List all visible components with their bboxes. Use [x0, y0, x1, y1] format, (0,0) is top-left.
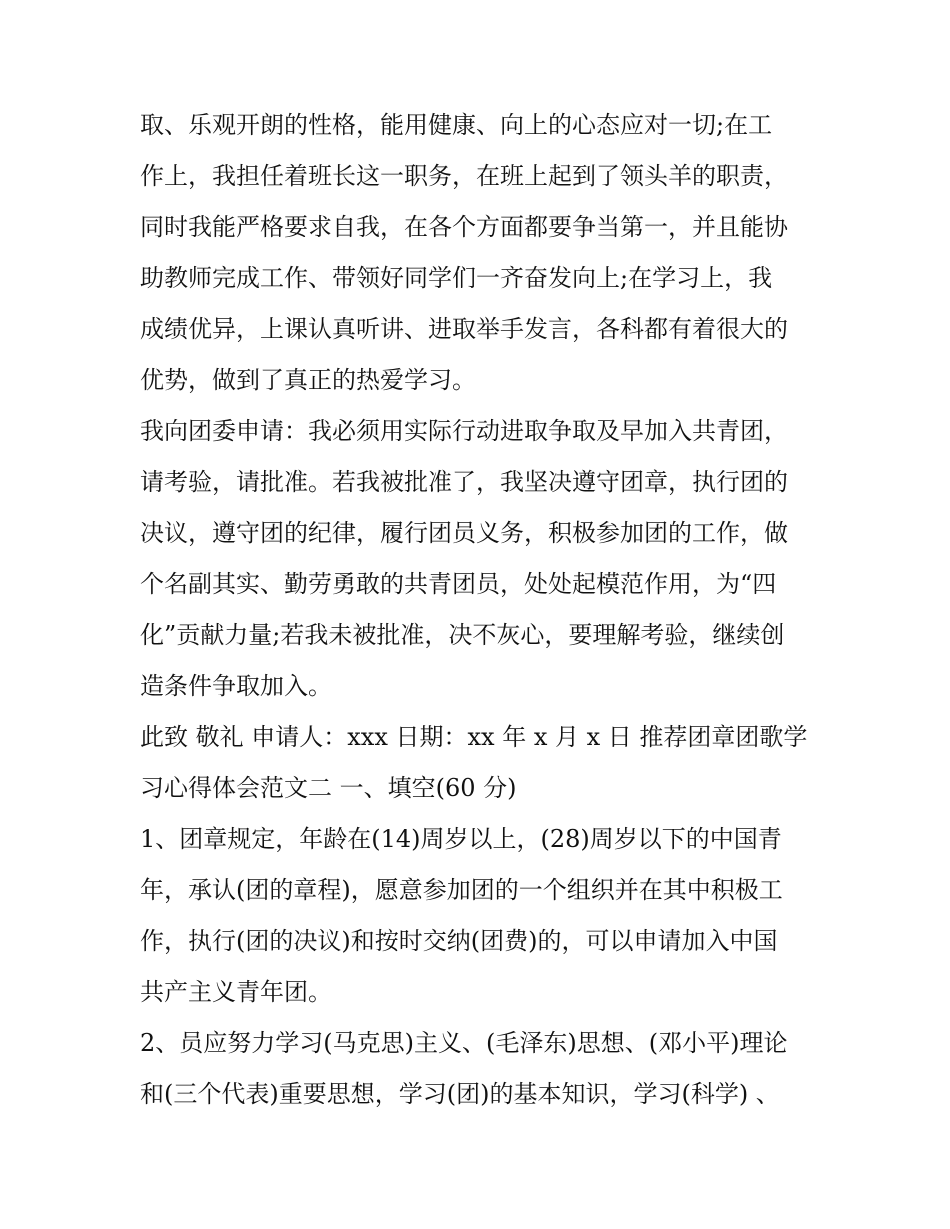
- text-line: 优势，做到了真正的热爱学习。: [140, 366, 476, 394]
- text-line: 此致 敬礼 申请人：xxx 日期：xx 年 x 月 x 日 推荐团章团歌学: [140, 723, 808, 751]
- text-line: 取、乐观开朗的性格，能用健康、向上的心态应对一切;在工: [140, 111, 773, 139]
- text-line: 助教师完成工作、带领好同学们一齐奋发向上;在学习上，我: [140, 264, 773, 292]
- text-line: 年，承认(团的章程)，愿意参加团的一个组织并在其中积极工: [140, 876, 783, 904]
- text-line: 1、团章规定，年龄在(14)周岁以上，(28)周岁以下的中国青: [140, 825, 782, 853]
- paragraph-application: [140, 406, 820, 712]
- paragraph-question-1: [140, 814, 820, 1018]
- text-line: 我向团委申请：我必须用实际行动进取争取及早加入共青团，: [140, 417, 788, 445]
- text-line: 2、员应努力学习(马克思)主义、(毛泽东)思想、(邓小平)理论: [140, 1029, 788, 1057]
- text-line: 习心得体会范文二 一、填空(60 分): [140, 774, 517, 802]
- text-line: 化”贡献力量;若我未被批准，决不灰心，要理解考验，继续创: [140, 621, 785, 649]
- paragraph-question-2: [140, 1018, 820, 1120]
- text-line: 共产主义青年团。: [140, 978, 332, 1006]
- text-line: 作，执行(团的决议)和按时交纳(团费)的，可以申请加入中国: [140, 927, 778, 955]
- text-line: 造条件争取加入。: [140, 672, 332, 700]
- paragraph-closing: [140, 712, 820, 814]
- text-line: 决议，遵守团的纪律，履行团员义务，积极参加团的工作，做: [140, 519, 788, 547]
- text-line: 个名副其实、勤劳勇敢的共青团员，处处起模范作用，为“四: [140, 570, 777, 598]
- document-body: [140, 100, 820, 1120]
- text-line: 成绩优异，上课认真听讲、进取举手发言，各科都有着很大的: [140, 315, 788, 343]
- text-line: 作上，我担任着班长这一职务，在班上起到了领头羊的职责，: [140, 162, 788, 190]
- text-line: 请考验，请批准。若我被批准了，我坚决遵守团章，执行团的: [140, 468, 788, 496]
- text-line: 和(三个代表)重要思想，学习(团)的基本知识，学习(科学) 、: [140, 1080, 780, 1108]
- text-line: 同时我能严格要求自我，在各个方面都要争当第一，并且能协: [140, 213, 788, 241]
- paragraph-self-evaluation: [140, 100, 820, 406]
